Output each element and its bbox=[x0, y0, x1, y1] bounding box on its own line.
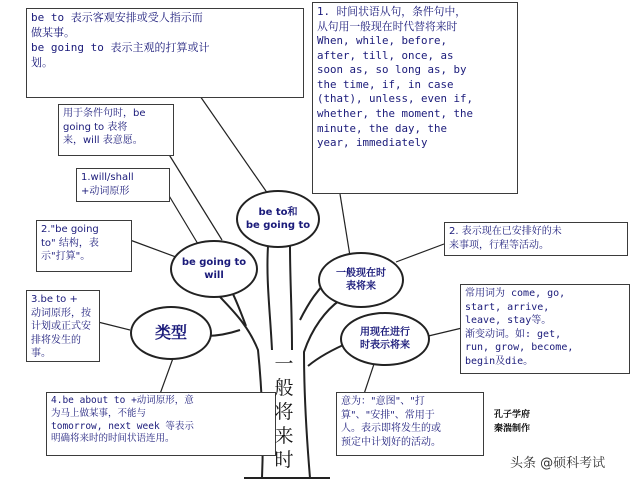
credit-label: 孔子学府 秦湍制作 bbox=[494, 410, 531, 434]
be-to-and-going-to-bubble: be to和 be going to bbox=[236, 190, 320, 248]
branch-center-right bbox=[290, 246, 292, 350]
connector-arranged bbox=[396, 244, 444, 262]
connector-will-shall bbox=[168, 194, 198, 244]
present-progressive-bubble: 用现在进行 时表示将来 bbox=[340, 312, 430, 366]
be-going-to-will-bubble: be going to will bbox=[170, 240, 258, 298]
connector-top-left bbox=[200, 96, 268, 194]
meaning-box: 意为："意图"、"打 算"、"安排"、常用于 人。表示即将发生的或 预定中计划好的活动。 bbox=[336, 392, 484, 456]
be-to-vs-going-to-box: be to 表示客观安排或受人指示而 做某事。 be going to 表示主观的打算或计 划。 bbox=[26, 8, 304, 98]
be-going-to-structure-box: 2."be going to" 结构，表 示"打算"。 bbox=[36, 220, 132, 272]
will-shall-box: 1.will/shall +动词原形 bbox=[76, 168, 170, 202]
be-to-infinitive-box: 3.be to + 动词原形，按 计划或正式安 排将发生的 事。 bbox=[26, 290, 100, 362]
trunk-title: 一 般 将 来 时 bbox=[274, 353, 294, 471]
connector-be-to bbox=[98, 322, 130, 330]
arranged-activity-box: 2. 表示现在已安排好的未 来事项，行程等活动。 bbox=[444, 222, 628, 256]
connector-time-clause bbox=[340, 194, 350, 256]
types-bubble: 类型 bbox=[130, 306, 212, 360]
be-about-to-box: 4.be about to +动词原形，意 为马上做某事，不能与 tomorrow, next week 等表示 明确将来时的时间状语连用。 bbox=[46, 392, 276, 456]
watermark-label: 头条 @硕科考试 bbox=[510, 456, 606, 471]
time-clause-box: 1. 时间状语从句，条件句中， 从句用一般现在时代替将来时 When, while, before, after, till, once, as soon as, so long as, by the time, if, in case (that), unless, even if, whether, the moment, the minute, the day, the year, immediately bbox=[312, 2, 518, 194]
condition-clause-box: 用于条件句时，be going to 表将 来，will 表意愿。 bbox=[58, 104, 174, 156]
simple-present-bubble: 一般现在时 表将来 bbox=[318, 252, 404, 308]
common-verbs-box: 常用词为 come, go, start, arrive, leave, stay等。 渐变动词。如: get, run, grow, become, begin及die。 bbox=[460, 284, 630, 374]
branch-center bbox=[267, 246, 272, 350]
tree-trunk-right bbox=[304, 300, 340, 478]
branch-to-going-will bbox=[232, 292, 246, 326]
